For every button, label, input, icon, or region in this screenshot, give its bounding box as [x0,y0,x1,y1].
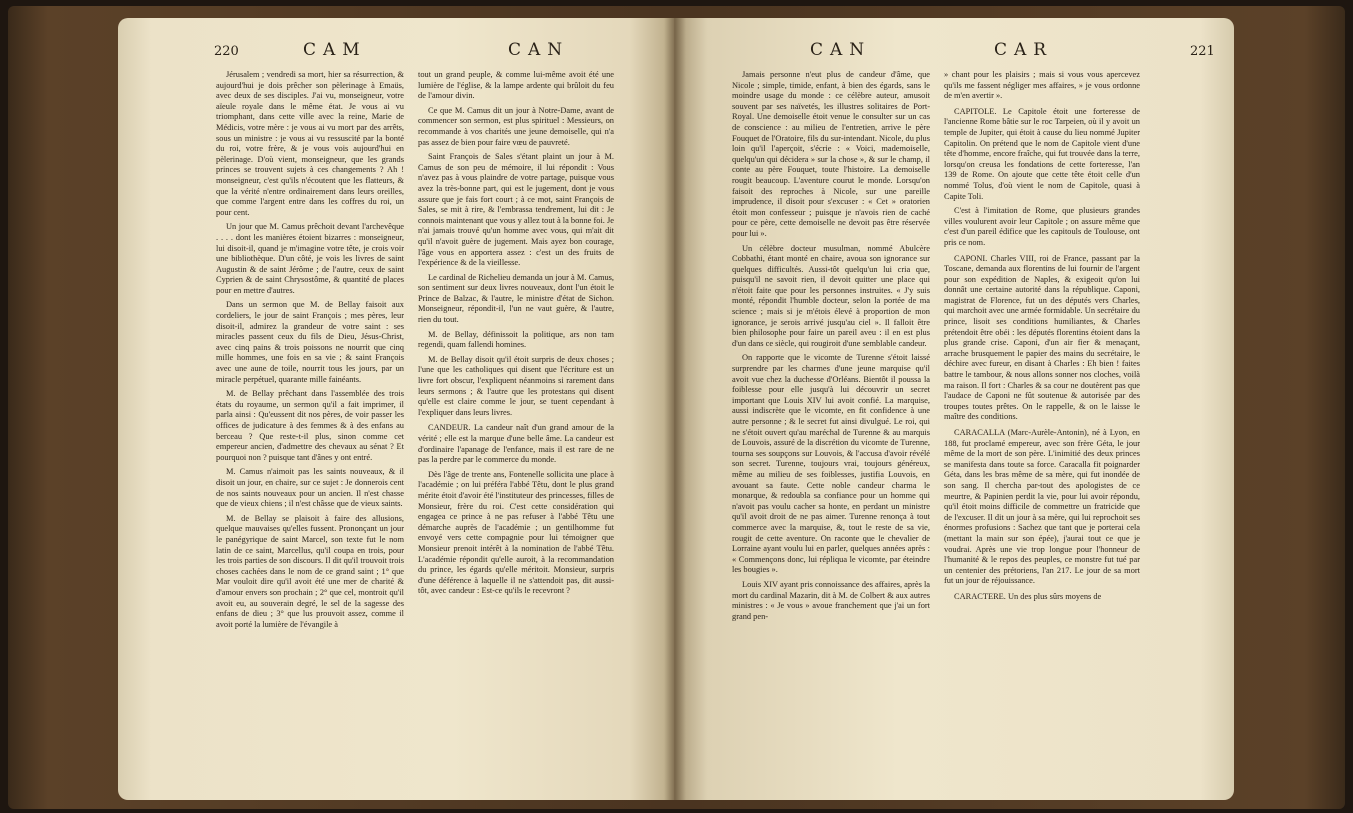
paragraph: M. de Bellay disoit qu'il étoit surpris de deux choses ; l'une que les catholiques qui disent que l'écriture est un livre fort obscur, l'expliquent néanmoins si rarement dans leurs sermons ; & l'autre que les protestans qui disent qu'elle est claire comme le jour, se tuent cependant à l'expliquer dans leurs livres. [418,354,614,417]
paragraph: Jamais personne n'eut plus de candeur d'âme, que Nicole ; simple, timide, enfant, à bien des égards, sans le moindre usage du monde : ce célèbre auteur, amusoit souvent par ses naïvetés, les illustres solitaires de Port-Royal. Une demoiselle étoit venue le consulter sur un cas de conscience : au milieu de l'entretien, arrive le père Fouquet de l'Oratoire, fils du sur-intendant. Nicole, du plus loin qu'il l'aperçoit, s'écrie : « Voici, mademoiselle, quelqu'un qui décidera » sur la chose », & sur le champ, il conte au père Fouquet, toute l'histoire. La demoiselle rougit beaucoup. L'aventure courut le monde. Lorsqu'on faisoit des reproches à Nicole, sur une pareille imprudence, il disoit pour s'excuser : « Cet » oratorien étoit mon confesseur ; puisque je n'avois rien de caché pour ce père, cette demoiselle ne devoit pas être réservée pour lui ». [732,70,930,238]
left-running-head-outer: CAM [303,40,367,60]
paragraph: Louis XIV ayant pris connoissance des affaires, après la mort du cardinal Mazarin, dit à M. de Colbert & aux autres ministres : « Je vous » avoue franchement que j'ai un fort grand pen- [732,579,930,621]
paragraph: Dès l'âge de trente ans, Fontenelle sollicita une place à l'académie ; on lui préféra l'abbé Têtu, dont le plus grand mérite étoit d'avoir été l'instituteur des princesses, filles de Monsieur, frère du roi. C'est cette considération qui engagea ce prince à ne pas refuser à l'abbé Têtu une démarche auprès de l'académie ; un gentilhomme fut envoyé vers cette compagnie pour lui témoigner que Monsieur prenoit intérêt à la nomination de l'abbé Têtu. L'académie répondit qu'elle auroit, à la recommandation du prince, les égards qu'elle méritoit. Monsieur, surpris d'une déférence à laquelle il ne s'attendoit pas, dit aussi-tôt, avec candeur : Est-ce qu'ils le recevront ? [418,469,614,596]
dictionary-entry: CANDEUR. La candeur naît d'un grand amour de la vérité ; elle est la marque d'une belle âme. La candeur est d'ordinaire l'apanage de l'enfance, mais il est rare de ne pas la perdre par le commerce du monde. [418,423,614,465]
right-running-head-outer: CAR [994,40,1054,60]
paragraph: M. Camus n'aimoit pas les saints nouveaux, & il disoit un jour, en chaire, sur ce sujet : Je donnerois cent de nos saints nouveaux pour un ancien. Il n'est chasse que de vieux chiens ; il n'est châsse que de vieux saints. [216,467,404,509]
dictionary-entry: CAPONI. Charles VIII, roi de France, passant par la Toscane, demanda aux florentins de lui fournir de l'argent pour son expédition de Naples, & exigeoit qu'on lui donnât une certaine autorité dans la république. Caponi, magistrat de Florence, fut un des députés vers Charles, qui marchoit avec une armée formidable. Un secrétaire du prince, lisoit ses conditions humiliantes, & Charles prétendoit être obéi : les députés florentins étoient dans la plus grande crise. Caponi, d'un air fier & menaçant, arrache brusquement le papier des mains du secrétaire, le déchire avec fureur, en disant à Charles : Eh bien ! faites battre le tambour, & nous allons sonner nos cloches, voilà ma raison. Il fort : Charles & sa cour ne doutèrent pas que l'audace de Caponi ne fût soutenue & autorisée par des troupes toutes prêtes. On le rappelle, & on le laisse le maître des conditions. [944,253,1140,422]
paragraph: Saint François de Sales s'étant plaint un jour à M. Camus de son peu de mémoire, il lui répondit : Vous n'avez pas à vous plaindre de votre partage, puisque vous avez la très-bonne part, qui est le jugement, dont je vous assure que je fais fort court ; à ce mot, saint François de Sales, se mit à rire, & l'embrassa tendrement, lui dit : Je connois maintenant que vous y allez tout à la bonne foi. Je n'ai jamais trouvé qu'un homme avec vous, qui m'ait dit qu'il n'avoit guère de jugement. Mais ayez bon courage, l'âge vous en apportera assez : c'est un des fruits de l'expérience & de la vieillesse. [418,152,614,268]
left-page-number: 220 [214,44,239,59]
dictionary-entry: CARACTERE. Un des plus sûrs moyens de [954,591,1102,601]
paragraph: Ce que M. Camus dit un jour à Notre-Dame, avant de commencer son sermon, est plus spirituel : Messieurs, on recommande à vos charités une jeune demoiselle, qui n'a pas assez de bien pour faire vœu de pauvreté. [418,105,614,147]
dictionary-entry: CARACALLA (Marc-Aurèle-Antonin), né à Lyon, en 188, fut proclamé empereur, avec son frère Géta, le jour même de la mort de son père. L'inimitié des deux princes se manifesta dans toute sa force. Caracalla fit poignarder Géta, dans les bras même de sa mère, qui fut inondée de son sang. Il chercha par-tout des apologistes de ce meurtre, & Papinien perdit la vie, pour lui avoir répondu, qu'il étoit moins difficile de commettre un fratricide que de l'excuser. Il dit un jour à sa mère, qui lui reprochoit ses énormes profusions : Sachez que tant que je porterai cela (mettant la main sur son épée), j'aurai tout ce que je voudrai. Après une vie trop longue pour l'honneur de l'humanité & le repos des peuples, ce monstre fut tué par un centenier des prétoriens, l'an 217. Le jour de sa mort fut un jour de réjouissance. [944,428,1140,586]
paragraph: On rapporte que le vicomte de Turenne s'étoit laissé surprendre par les charmes d'une jeune marquise qu'il avoit vue chez la duchesse d'Orléans. Bientôt il poussa la foiblesse pour elle jusqu'à lui découvrir un secret important que Louis XIV lui avoit confié. La marquise, aussi indiscrète que le vicomte, en fit confidence à une autre personne ; & le secret fut ainsi divulgué. Le roi, qui ne s'étoit ouvert qu'au maréchal de Turenne & au marquis de Louvois, assuré de la discrétion du vicomte de Turenne, tourna ses soupçons sur Louvois, & l'accusa d'avoir révélé son secret. Turenne, toujours vrai, toujours généreux, même au milieu de ses foiblesses, justifia Louvois, en avouant sa faute. Cette noble candeur charma le monarque, & redoubla sa confiance pour un homme qui n'avoit pas voulu cacher sa honte, en perdant un ministre qu'il avoit droit de ne pas aimer. Turenne renonça à tout commerce avec la marquise, &, tout le reste de sa vie, rougit de cette aventure. On raconte que le chevalier de Lorraine ayant voulu lui en parler, quelques années après : « Commençons donc, lui répliqua le vicomte, par éteindre les bougies ». [732,353,930,575]
paragraph: M. de Bellay se plaisoit à faire des allusions, quelque mauvaises qu'elles fussent. Prononçant un jour le panégyrique de saint Marcel, son texte fut le nom latin de ce saint, Marcellus, qu'il coupa en trois, pour les trois parties de son discours. Il dit qu'il trouvoit trois choses cachées dans le nom de ce grand saint ; 1° que Mar vouloit dire qu'il avoit été une mer de charité & d'amour envers son prochain ; 2° que cel, montroit qu'il avoit eu, au souverain degré, le sel de la sagesse des enfans de dieu ; 3° que lus prouvoit assez, comme il avoit porté la lumière de l'évangile à [216,513,404,629]
left-page-column-1 [216,70,404,795]
dictionary-entry: CAPITOLE. Le Capitole étoit une forteresse de l'ancienne Rome bâtie sur le roc Tarpeien, où il y avoit un temple de Jupiter, qui étoit à cause du lieu nommé Jupiter Capitolin. On prétend que le nom de Capitole vient d'une tête d'homme, encore fraîche, qui fut trouvée dans la terre, lorsqu'on creusa les fondations de cette forteresse, l'an 139 de Rome. On ajoute que cette tête étoit celle d'un nommé Tolus, d'où vient le nom de Capitole, quasi à Capite Toli. [944,106,1140,201]
paragraph: Un jour que M. Camus prêchoit devant l'archevêque . . . . dont les manières étoient bizarres : monseigneur, lui disoit-il, quand je m'imagine votre tête, je crois voir une bibliothèque. D'un côté, je vois les livres de saint Augustin & de saint Jérôme ; de l'autre, ceux de saint Cyprien & de saint Chrysostôme, & quantité de places pour en mettre d'autres. [216,222,404,295]
right-page-number: 221 [1190,44,1215,59]
right-page-column-2 [944,70,1140,795]
left-page [118,18,674,800]
paragraph: Un célèbre docteur musulman, nommé Abulcère Cobbathi, étant monté en chaire, avoua son ignorance sur quelques difficultés. Aussi-tôt quelqu'un lui cria que, puisqu'il ne savoit rien, il devoit quitter une place qui n'étoit faite que pour les personnes instruites. « J'y suis monté, répondit l'humble docteur, selon la portée de ma science ; mais si je m'étois élevé à proportion de mon ignorance, je serois arrivé jusqu'au ciel ». Il falloit être bien philosophe pour faire un pareil aveu : il en est plus d'un dans ce siècle, qui rougiroit d'une semblable candeur. [732,243,930,348]
book-gutter [664,18,686,800]
left-page-header [118,40,674,64]
left-page-column-2 [418,70,614,795]
paragraph: M. de Bellay prêchant dans l'assemblée des trois états du royaume, un sermon qu'il a fait imprimer, il parla ainsi : Qu'eussent dit nos pères, de voir passer les offices de judicature à des femmes & à des enfans au berceau ? Que reste-t-il plus, sinon comme cet empereur ancien, d'admettre des chevaux au sénat ? Et pourquoi non ? puisque tant d'ânes y ont entré. [216,389,404,462]
right-running-head-inner: CAN [810,40,872,60]
right-page [674,18,1234,800]
right-page-header [674,40,1234,64]
paragraph: M. de Bellay, définissoit la politique, ars non tam regendi, quam fallendi homines. [418,329,614,350]
paragraph: C'est à l'imitation de Rome, que plusieurs grandes villes voulurent avoir leur Capitole ; on assure même que c'est d'un pareil édifice que les capitouls de Toulouse, ont pris ce nom. [944,206,1140,247]
paragraph: Jérusalem ; vendredi sa mort, hier sa résurrection, & aujourd'hui je dois prêcher son pèlerinage à Emaüs, avec deux de ses disciples. J'ai vu, monseigneur, votre aïeule royale dans le même état. Je vous ai vu triomphant, dans cette ville avec la reine, Marie de Médicis, votre mère : je vous ai vu mort par des arrêts, sous un ministre : je vous ai vu ressuscité par la bonté du roi, votre frère, & je vous vois aujourd'hui en pèlerinage. D'où vient, monseigneur, que les grands princes se trouvent sujets à ces changements ? Ah ! monseigneur, c'est qu'ils n'écoutent que les flatteurs, & que la vérité n'entre ordinairement dans leurs oreilles, que comme l'argent entre dans les coffres du roi, un pour cent. [216,70,404,217]
paragraph: Dans un sermon que M. de Bellay faisoit aux cordeliers, le jour de saint François ; mes pères, leur disoit-il, admirez la grandeur de votre saint : ses miracles passent ceux du fils de Dieu, Jésus-Christ, avec cinq pains & trois poissons ne nourrit que cinq mille hommes, une fois en sa vie ; & saint François avec une aune de toile, nourrit tous les jours, par un miracle perpétuel, quarante mille fainéants. [216,300,404,384]
paragraph: tout un grand peuple, & comme lui-même avoit été une lumière de l'église, & la lampe ardente qui brûloit du feu de l'amour divin. [418,70,614,101]
right-page-column-1 [732,70,930,795]
paragraph: Le cardinal de Richelieu demanda un jour à M. Camus, son sentiment sur deux livres nouveaux, dont l'un étoit le Prince de Balzac, & l'autre, le ministre d'état de Sichon. Monseigneur, répondit-il, l'un ne vaut guère, & l'autre, rien du tout. [418,272,614,325]
paragraph: » chant pour les plaisirs ; mais si vous vous apercevez qu'ils me fassent négliger mes affaires, » je vous ordonne de m'en avertir ». [944,70,1140,101]
left-running-head-inner: CAN [508,40,570,60]
